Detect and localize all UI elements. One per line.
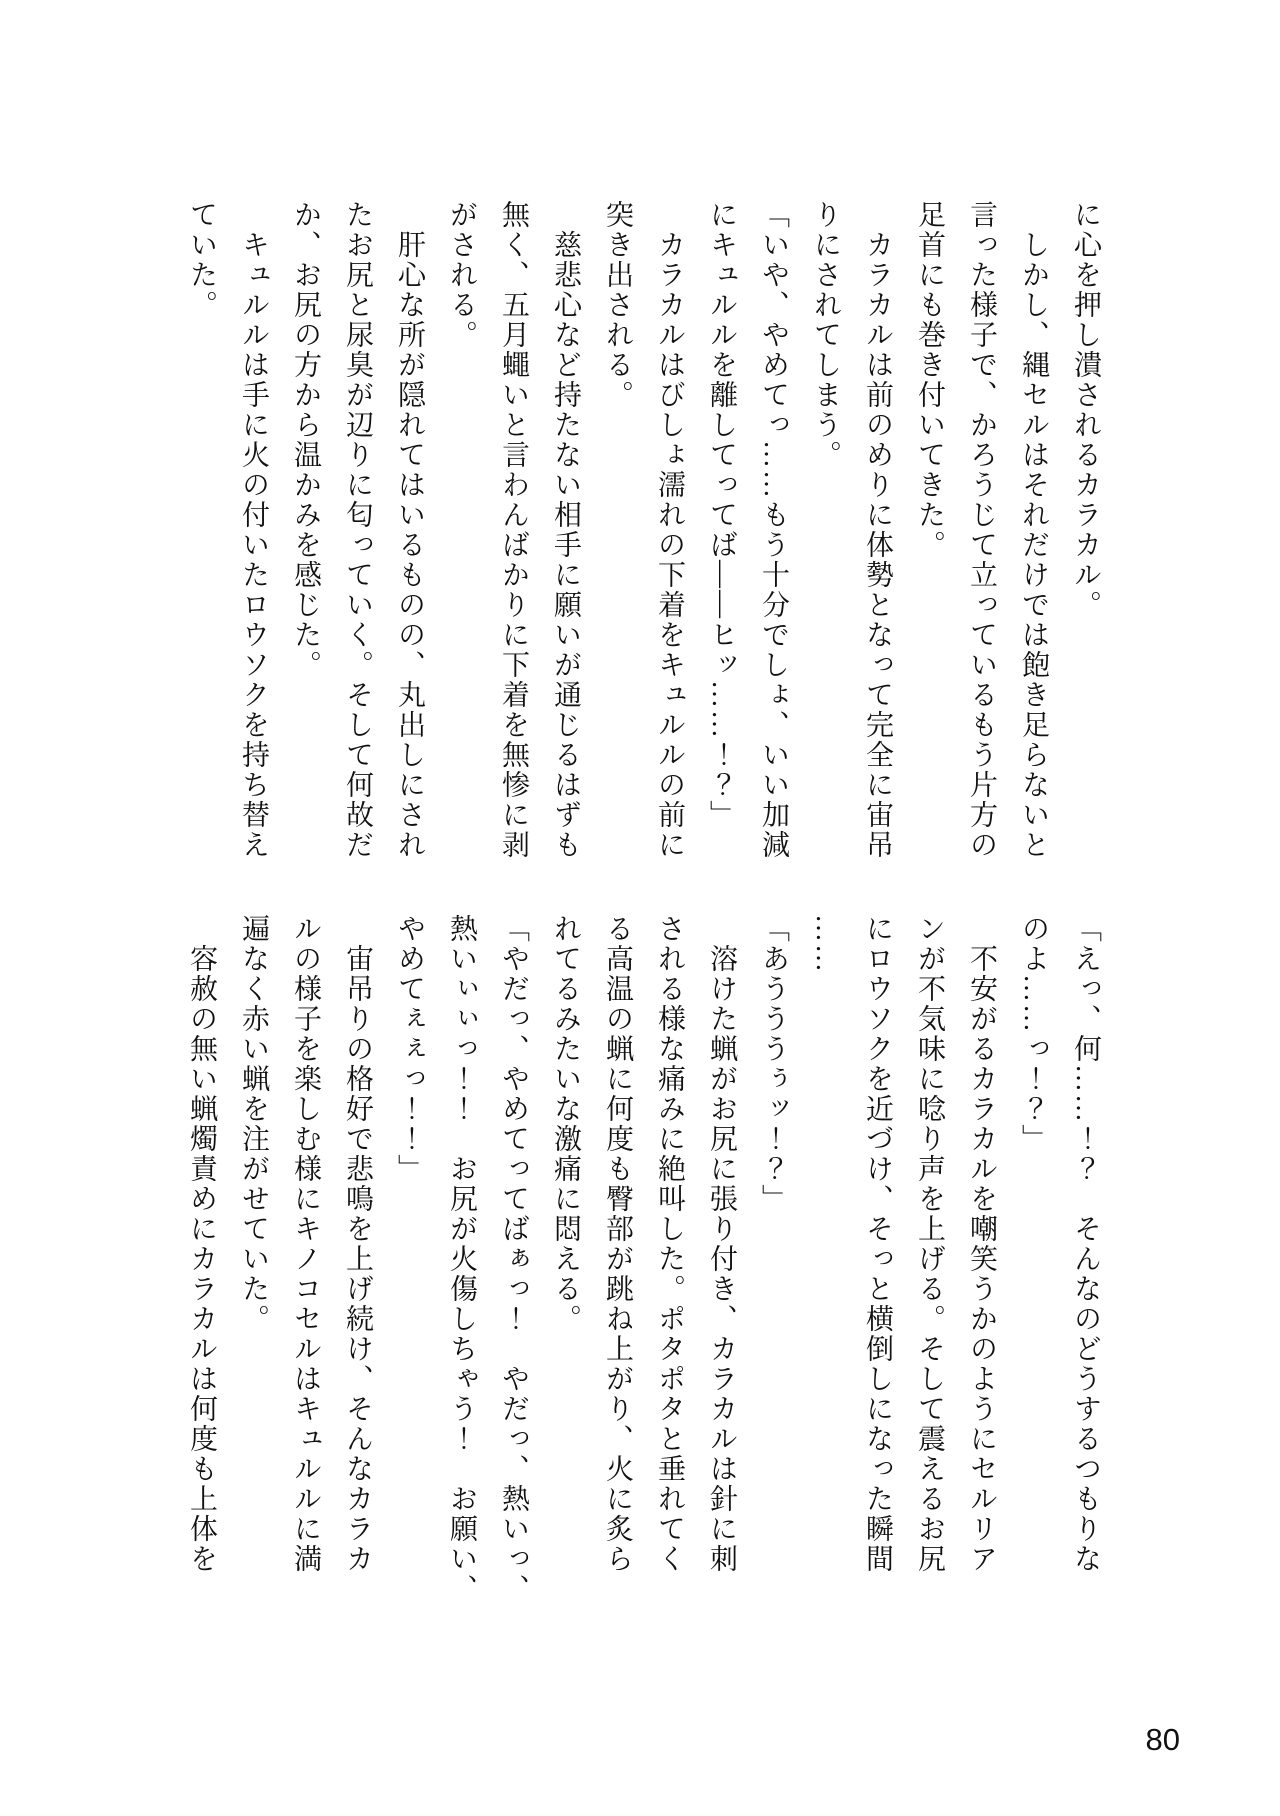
text-column: やめてぇぇっ！！」	[394, 914, 425, 1184]
text-column: 遍なく赤い蝋を注がせていた。	[238, 914, 269, 1334]
text-column: れてるみたいな激痛に悶える。	[550, 914, 581, 1334]
text-column: 突き出される。	[602, 200, 633, 410]
text-column: 足首にも巻き付いてきた。	[914, 200, 945, 560]
text-block-top	[175, 200, 1111, 892]
text-column: 「えっ、何……！？ そんなのどうするつもりな	[1070, 914, 1101, 1574]
text-column: ……	[810, 914, 841, 974]
text-column: 肝心な所が隠れてはいるものの、丸出しにされ	[394, 230, 425, 860]
text-column: にロウソクを近づけ、そっと横倒しになった瞬間	[862, 914, 893, 1574]
text-column: カラカルは前のめりに体勢となって完全に宙吊	[862, 230, 893, 860]
text-column: に心を押し潰されるカラカル。	[1070, 200, 1101, 620]
text-column: 容赦の無い蝋燭責めにカラカルは何度も上体を	[186, 944, 217, 1574]
text-column: 溶けた蝋がお尻に張り付き、カラカルは針に刺	[706, 944, 737, 1574]
text-column: ンが不気味に唸り声を上げる。そして震えるお尻	[914, 914, 945, 1574]
text-column: にキュルルを離してってば――ヒッ……！？」	[706, 200, 737, 830]
text-column: 「いや、やめてっ……もう十分でしょ、いい加減	[758, 200, 789, 860]
text-column: 「あうううぅッ！？」	[758, 914, 789, 1214]
text-column: 慈悲心など持たない相手に願いが通じるはずも	[550, 230, 581, 860]
text-column: のよ……っ！？」	[1018, 914, 1049, 1154]
text-column: 熱いぃぃっ！！ お尻が火傷しちゃう！ お願い、	[446, 914, 477, 1604]
text-column: たお尻と尿臭が辺りに匂っていく。そして何故だ	[342, 200, 373, 860]
text-column: がされる。	[446, 200, 477, 350]
text-column: カラカルはびしょ濡れの下着をキュルルの前に	[654, 230, 685, 860]
text-column: キュルルは手に火の付いたロウソクを持ち替え	[238, 230, 269, 860]
text-column: ルの様子を楽しむ様にキノコセルはキュルルに満	[290, 914, 321, 1574]
text-column: 無く、五月蠅いと言わんばかりに下着を無惨に剥	[498, 200, 529, 860]
text-column: 不安がるカラカルを嘲笑うかのようにセルリア	[966, 944, 997, 1574]
text-column: りにされてしまう。	[810, 200, 841, 470]
text-column: 「やだっ、やめてってばぁっ！ やだっ、熱いっ、	[498, 914, 529, 1604]
text-column: る高温の蝋に何度も臀部が跳ね上がり、火に炙ら	[602, 914, 633, 1574]
text-column: か、お尻の方から温かみを感じた。	[290, 200, 321, 680]
text-column: 言った様子で、かろうじて立っているもう片方の	[966, 200, 997, 860]
text-column: 宙吊りの格好で悲鳴を上げ続け、そんなカラカ	[342, 944, 373, 1574]
text-column: しかし、縄セルはそれだけでは飽き足らないと	[1018, 230, 1049, 860]
page-number: 80	[1145, 1722, 1180, 1757]
text-block-bottom	[175, 914, 1111, 1606]
text-column: される様な痛みに絶叫した。ポタポタと垂れてく	[654, 914, 685, 1574]
text-column: ていた。	[186, 200, 217, 320]
